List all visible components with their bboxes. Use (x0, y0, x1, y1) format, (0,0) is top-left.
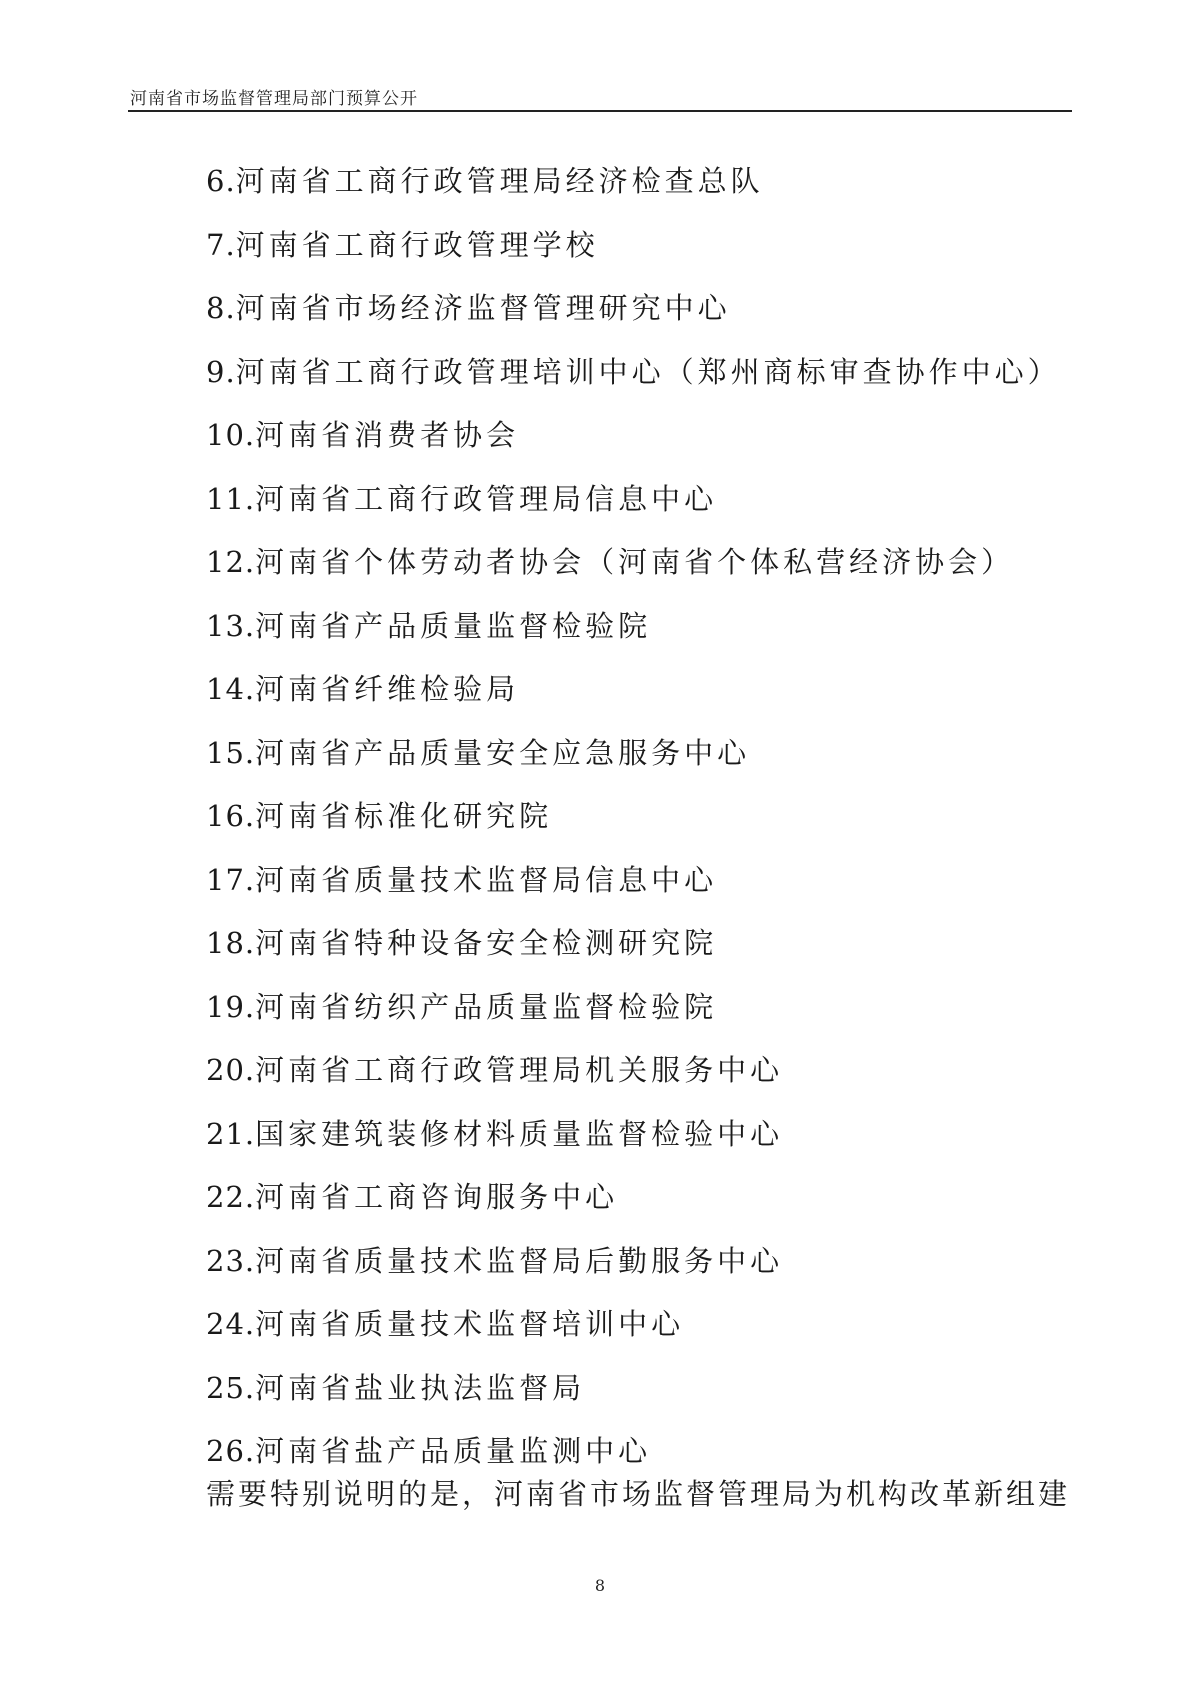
list-item (206, 595, 1061, 659)
list-item-number: 11. (206, 481, 256, 516)
list-item-number: 25. (206, 1370, 256, 1405)
list-item-text: 河南省工商咨询服务中心 (255, 1180, 619, 1214)
list-item-number: 13. (206, 608, 256, 643)
list-item-number: 7. (206, 227, 236, 262)
list-item (206, 341, 1061, 405)
list-item-number: 6. (206, 164, 236, 198)
list-item-text: 河南省消费者协会 (255, 418, 520, 452)
list-item-text: 河南省工商行政管理局经济检查总队 (235, 164, 764, 198)
list-item-text: 河南省市场经济监督管理研究中心 (235, 291, 731, 325)
list-item-number: 26. (206, 1434, 256, 1468)
list-item-number: 20. (206, 1053, 256, 1087)
list-item-number: 16. (206, 799, 256, 833)
list-item (206, 722, 1061, 786)
list-item-text: 河南省产品质量安全应急服务中心 (255, 735, 751, 770)
list-item-number: 21. (206, 1116, 256, 1151)
list-item-text: 河南省工商行政管理局机关服务中心 (255, 1053, 784, 1087)
list-item-number: 17. (206, 862, 256, 897)
list-item (206, 531, 1061, 595)
list-item (206, 1103, 1061, 1167)
list-item-text: 河南省工商行政管理培训中心（郑州商标审查协作中心） (235, 354, 1061, 389)
list-item (206, 785, 1061, 849)
list-item-text: 河南省质量技术监督培训中心 (255, 1307, 685, 1341)
list-item (206, 1230, 1061, 1294)
header-divider (128, 110, 1072, 112)
list-item-text: 河南省工商行政管理学校 (235, 227, 599, 262)
list-item-number: 19. (206, 989, 256, 1024)
list-item-text: 河南省纤维检验局 (255, 672, 520, 706)
list-item (206, 912, 1061, 976)
list-item-number: 14. (206, 672, 256, 706)
list-item-number: 24. (206, 1307, 256, 1341)
list-item-text: 河南省纺织产品质量监督检验院 (255, 989, 718, 1024)
list-item (206, 1039, 1061, 1103)
list-item-text: 河南省盐产品质量监测中心 (255, 1434, 652, 1468)
list-item (206, 150, 1061, 214)
list-item (206, 1166, 1061, 1230)
list-item-text: 河南省特种设备安全检测研究院 (255, 926, 718, 960)
list-item (206, 658, 1061, 722)
list-item-number: 8. (206, 291, 236, 325)
list-item (206, 849, 1061, 913)
list-item-text: 国家建筑装修材料质量监督检验中心 (255, 1116, 784, 1151)
list-item-number: 22. (206, 1180, 256, 1214)
closing-paragraph: 需要特别说明的是，河南省市场监督管理局为机构改革新组建 (206, 1477, 1071, 1511)
list-item-text: 河南省质量技术监督局信息中心 (255, 862, 718, 897)
list-item-number: 9. (206, 354, 236, 389)
list-item-text: 河南省产品质量监督检验院 (255, 608, 652, 643)
list-item-text: 河南省盐业执法监督局 (255, 1370, 586, 1405)
list-item (206, 404, 1061, 468)
page-number: 8 (594, 1576, 606, 1595)
list-item (206, 976, 1061, 1040)
list-item (206, 214, 1061, 278)
list-item-text: 河南省标准化研究院 (255, 799, 553, 833)
list-item-number: 15. (206, 735, 256, 770)
list-item-number: 18. (206, 926, 256, 960)
list-item-text: 河南省工商行政管理局信息中心 (255, 481, 718, 516)
unit-list (206, 150, 1061, 1484)
list-item (206, 277, 1061, 341)
list-item-text: 河南省个体劳动者协会（河南省个体私营经济协会） (255, 545, 1015, 579)
list-item (206, 1357, 1061, 1421)
list-item-number: 12. (206, 545, 256, 579)
list-item (206, 1293, 1061, 1357)
list-item (206, 468, 1061, 532)
list-item-number: 23. (206, 1243, 256, 1278)
list-item-text: 河南省质量技术监督局后勤服务中心 (255, 1243, 784, 1278)
list-item-number: 10. (206, 418, 256, 452)
page-header-title: 河南省市场监督管理局部门预算公开 (130, 89, 418, 109)
